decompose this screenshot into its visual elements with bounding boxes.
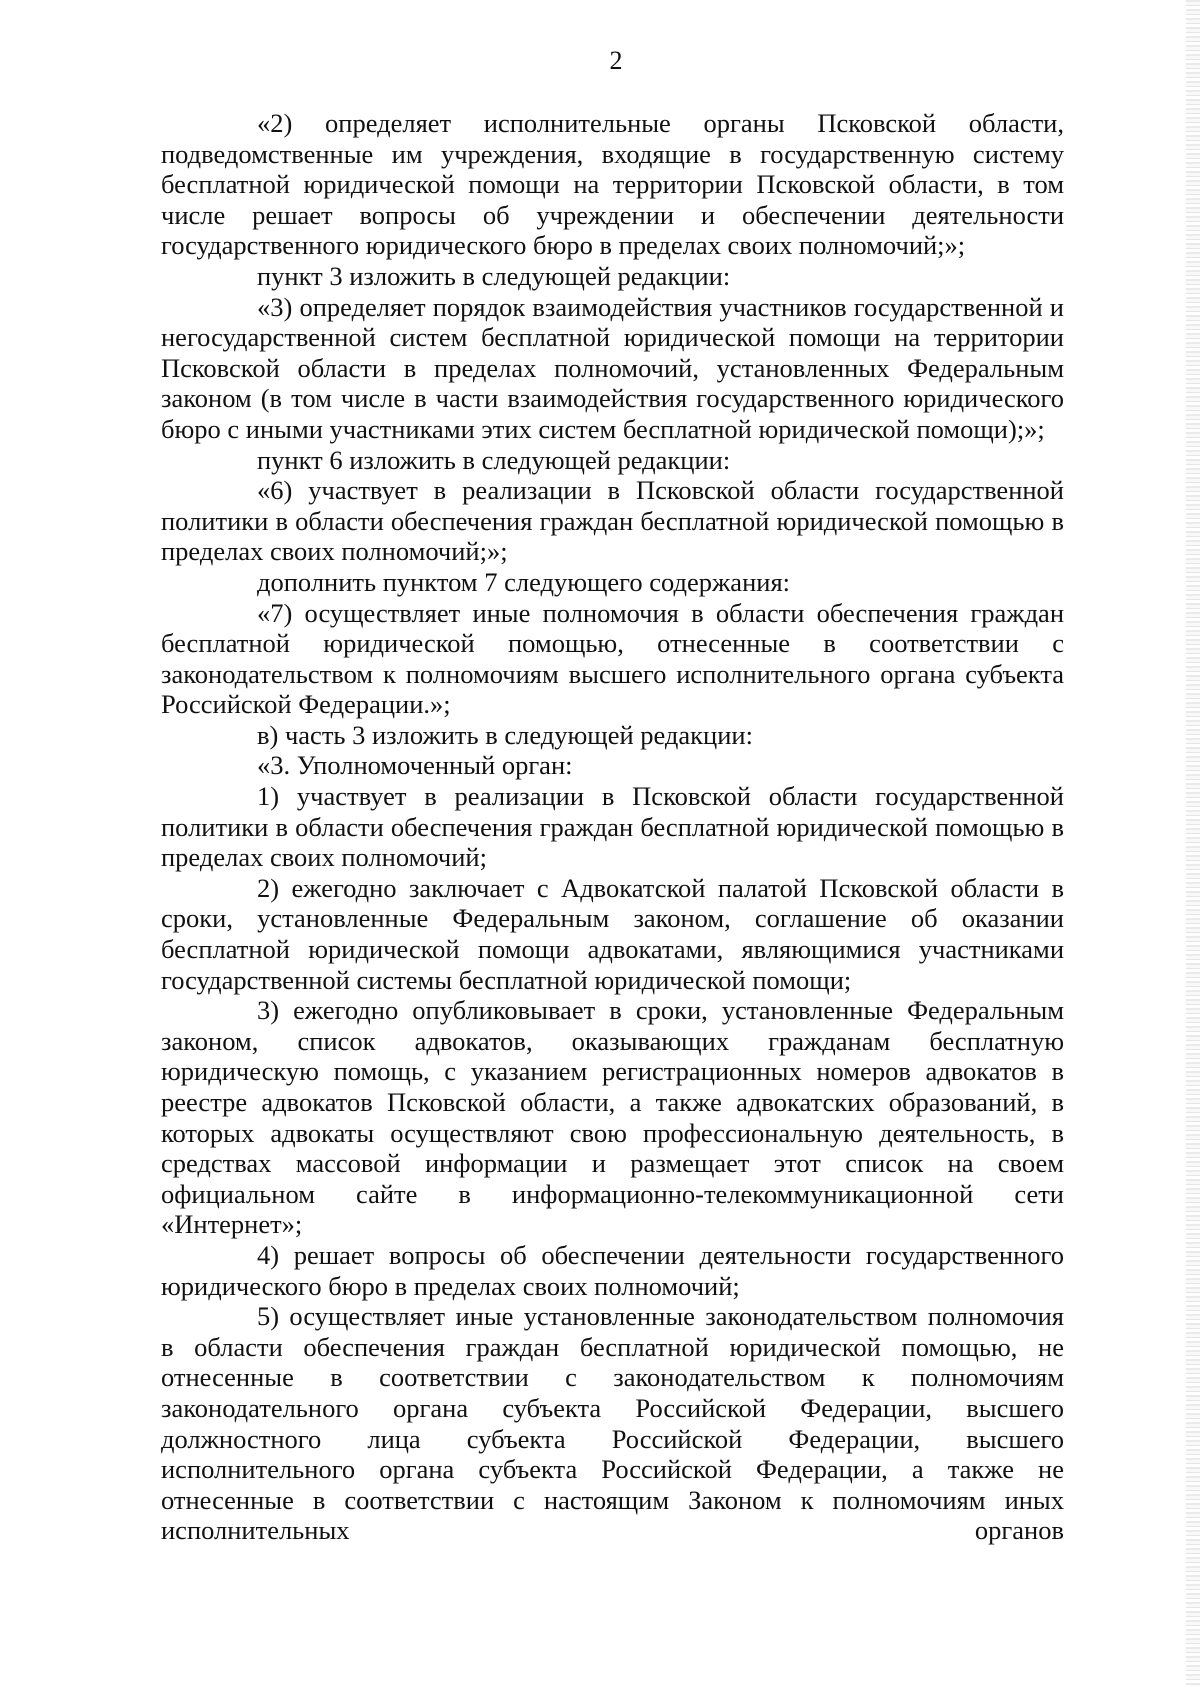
paragraph-item-3: «3) определяет порядок взаимодействия участников государственной и негосударственной систем бесплатной юридической помощи на территории Псковской области в пределах полномочий, установленных Федеральным законом (в том числе в части взаимодействия государственного юридического бюро с иными участниками этих систем бесплатной юридической помощи);»; xyxy=(161,291,1064,444)
paragraph-amend-point-3: пункт 3 изложить в следующей редакции: xyxy=(257,260,731,291)
paragraph-amend-point-6: пункт 6 изложить в следующей редакции: xyxy=(257,444,731,475)
scan-edge-artifact xyxy=(1186,0,1200,1686)
paragraph-subitem-5: 5) осуществляет иные установленные законодательством полномочия в области обеспечения граждан бесплатной юридической помощью, не отнесенные в соответствии с законодательством к полномочиям законодательного органа субъекта Российской Федерации, высшего должностного лица субъекта Российской Федерации, высшего исполнительного органа субъекта Российской Федерации, а также не отнесенные в соответствии с настоящим Законом к полномочиям иных исполнительных органов xyxy=(161,1301,1064,1546)
paragraph-subitem-1: 1) участвует в реализации в Псковской области государственной политики в области обеспечения граждан бесплатной юридической помощью в пределах своих полномочий; xyxy=(161,781,1064,873)
paragraph-amend-part-3: в) часть 3 изложить в следующей редакции: xyxy=(257,719,753,750)
paragraph-subitem-4: 4) решает вопросы об обеспечении деятельности государственного юридического бюро в пределах своих полномочий; xyxy=(161,1239,1064,1301)
paragraph-item-2: «2) определяет исполнительные органы Псковской области, подведомственные им учреждения, входящие в государственную систему бесплатной юридической помощи на территории Псковской области, в том числе решает вопросы об учреждении и обеспечении деятельности государственного юридического бюро в пределах своих полномочий;»; xyxy=(161,108,1064,261)
paragraph-item-6: «6) участвует в реализации в Псковской области государственной политики в области обеспечения граждан бесплатной юридической помощью в пределах своих полномочий;»; xyxy=(161,475,1064,567)
paragraph-add-point-7: дополнить пунктом 7 следующего содержания: xyxy=(257,566,790,597)
paragraph-part-3-heading: «3. Уполномоченный орган: xyxy=(257,750,573,781)
document-body xyxy=(161,108,1064,1546)
paragraph-item-7: «7) осуществляет иные полномочия в области обеспечения граждан бесплатной юридической помощью, отнесенные в соответствии с законодательством к полномочиям высшего исполнительного органа субъекта Российской Федерации.»; xyxy=(161,597,1064,720)
paragraph-subitem-3: 3) ежегодно опубликовывает в сроки, установленные Федеральным законом, список адвокатов, оказывающих гражданам бесплатную юридическую помощь, с указанием регистрационных номеров адвокатов в реестре адвокатов Псковской области, а также адвокатских образований, в которых адвокаты осуществляют свою профессиональную деятельность, в средствах массовой информации и размещает этот список на своем официальном сайте в информационно-телекоммуникационной сети «Интернет»; xyxy=(161,995,1064,1240)
paragraph-subitem-2: 2) ежегодно заключает с Адвокатской палатой Псковской области в сроки, установленные Федеральным законом, соглашение об оказании бесплатной юридической помощи адвокатами, являющимися участниками государственной системы бесплатной юридической помощи; xyxy=(161,872,1064,995)
page-number: 2 xyxy=(609,46,623,75)
